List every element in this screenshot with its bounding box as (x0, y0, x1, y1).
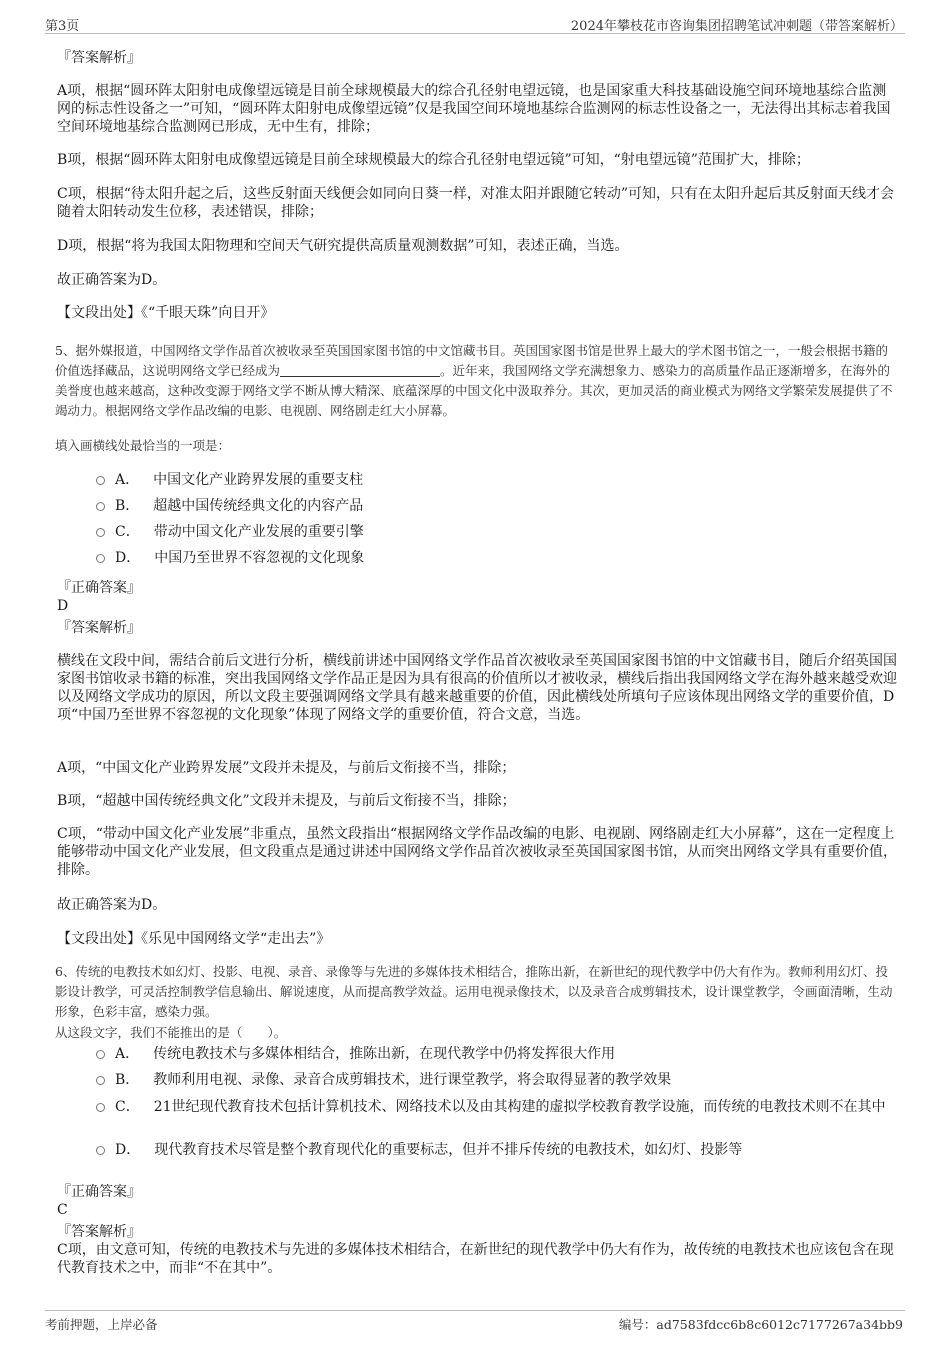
q5-analysis-heading: 『答案解析』 (57, 620, 141, 636)
q5-answer: D (57, 598, 69, 614)
option-letter: C． (115, 524, 140, 540)
q5-option-d[interactable] (96, 547, 896, 569)
q5-option-b[interactable] (96, 495, 896, 517)
q4-analysis-c: C项，根据“待太阳升起之后，这些反射面天线便会如同向日葵一样，对准太阳并跟随它转动”可知，只有在太阳升起后其反射面天线才会随着太阳转动发生位移，表述错误，排除； (57, 186, 895, 220)
option-letter: D． (115, 1142, 141, 1158)
option-text: 传统电教技术与多媒体相结合，推陈出新，在现代教学中仍将发挥很大作用 (153, 1046, 616, 1062)
q6-answer: C (57, 1202, 68, 1218)
footer-slogan: 考前押题，上岸必备 (45, 1317, 158, 1332)
q5-stem-after: 。近年来，我国网络文学充满想象力、感染力的高质量作品正逐渐增多，在海外的美誉度也越来越高，这种改变源于网络文学不断从博大精深、底蕴深厚的中国文化中汲取养分。其次，更加灵活的商业模式为网络文学繁荣发展提供了不竭动力。根据网络文学作品改编的电影、电视剧、网络剧走红大小屏幕。 (55, 363, 893, 418)
option-letter: A． (115, 472, 140, 488)
option-letter: A． (115, 1046, 140, 1062)
q5-stem-before: 5、据外媒报道，中国网络文学作品首次被收录至英国国家图书馆的中文馆藏书目。英国国家图书馆是世界上最大的学术图书馆之一，一般会根据书籍的价值选择藏品，这说明网络文学已经成为 (55, 343, 888, 378)
option-text: 21世纪现代教育技术包括计算机技术、网络技术以及由其构建的虚拟学校教育教学设施，而传统的电教技术则不在其中 (153, 1099, 886, 1115)
radio-icon[interactable] (96, 528, 105, 537)
page-header (45, 12, 905, 34)
option-text: 超越中国传统经典文化的内容产品 (153, 498, 364, 514)
option-letter: D． (115, 550, 141, 566)
page-number: 第3页 (45, 19, 80, 34)
q5-blank-line (280, 365, 440, 377)
q5-analysis-b: B项，“超越中国传统经典文化”文段并未提及，与前后文衔接不当，排除； (57, 793, 516, 809)
q6-option-a[interactable] (96, 1043, 896, 1065)
q6-option-b[interactable] (96, 1069, 896, 1091)
option-text: 现代教育技术尽管是整个教育现代化的重要标志，但并不排斥传统的电教技术，如幻灯、投影等 (154, 1142, 743, 1158)
document-title: 2024年攀枝花市咨询集团招聘笔试冲刺题（带答案解析） (570, 19, 903, 34)
q4-source: 【文段出处】《“千眼天珠”向日开》 (57, 305, 275, 321)
radio-icon[interactable] (96, 1146, 105, 1155)
q5-answer-heading: 『正确答案』 (57, 580, 141, 596)
option-text: 中国乃至世界不容忽视的文化现象 (154, 550, 365, 566)
q5-source: 【文段出处】《乐见中国网络文学“走出去”》 (57, 931, 331, 947)
q6-analysis-heading: 『答案解析』 (57, 1224, 141, 1240)
q4-analysis-b: B项，根据“圆环阵太阳射电成像望远镜是目前全球规模最大的综合孔径射电望远镜”可知，“射电望远镜”范围扩大，排除； (57, 152, 810, 168)
q4-analysis-heading: 『答案解析』 (57, 50, 141, 66)
q5-analysis-c: C项，“带动中国文化产业发展”非重点，虽然文段指出“根据网络文学作品改编的电影、电视剧、网络剧走红大小屏幕”，这在一定程度上能够带动中国文化产业发展，但文段重点是通过讲述中国网络文学作品首次被收录至英国国家图书馆，从而突出网络文学具有重要价值，排除。 (57, 826, 897, 878)
option-letter: C． (115, 1099, 140, 1115)
radio-icon[interactable] (96, 1076, 105, 1085)
q5-stem (55, 341, 900, 421)
q6-answer-heading: 『正确答案』 (57, 1184, 141, 1200)
radio-icon[interactable] (96, 554, 105, 563)
q6-option-c[interactable] (96, 1096, 896, 1118)
q5-analysis: 横线在文段中间，需结合前后文进行分析，横线前讲述中国网络文学作品首次被收录至英国国家图书馆的中文馆藏书目，随后介绍英国国家图书馆收录书籍的标准，突出我国网络文学作品正是因为具有很高的价值所以才被收录，横线后指出我国网络文学在海外越来越受欢迎以及网络文学成功的原因，所以文段主要强调网络文学具有越来越重要的价值，因此横线处所填句子应该体现出网络文学的重要价值，D项“中国乃至世界不容忽视的文化现象”体现了网络文学的重要价值，符合文意，当选。 (57, 653, 897, 723)
radio-icon[interactable] (96, 476, 105, 485)
option-letter: B． (115, 498, 140, 514)
q6-prompt: 从这段文字，我们不能推出的是（ ）。 (55, 1025, 287, 1040)
q6-option-d[interactable] (96, 1139, 896, 1161)
q4-conclusion: 故正确答案为D。 (57, 272, 167, 288)
q5-analysis-a: A项，“中国文化产业跨界发展”文段并未提及，与前后文衔接不当，排除； (57, 760, 516, 776)
q6-analysis: C项，由文意可知，传统的电教技术与先进的多媒体技术相结合，在新世纪的现代教学中仍大有作为，故传统的电教技术也应该包含在现代教育技术之中，而非“不在其中”。 (57, 1242, 894, 1276)
q5-conclusion: 故正确答案为D。 (57, 897, 167, 913)
option-text: 带动中国文化产业发展的重要引擎 (153, 524, 364, 540)
option-letter: B． (115, 1072, 140, 1088)
radio-icon[interactable] (96, 1050, 105, 1059)
q5-prompt: 填入画横线处最恰当的一项是： (55, 438, 231, 453)
option-text: 教师利用电视、录像、录音合成剪辑技术，进行课堂教学，将会取得显著的教学效果 (153, 1072, 672, 1088)
q6-stem: 6、传统的电教技术如幻灯、投影、电视、录音、录像等与先进的多媒体技术相结合，推陈出新，在新世纪的现代教学中仍大有作为。教师利用幻灯、投影设计教学，可灵活控制教学信息输出、解说速度，从而提高教学效益。运用电视录像技术，以及录音合成剪辑技术，设计课堂教学，令画面清晰，生动形象，色彩丰富，感染力强。 (55, 964, 893, 1019)
document-code: 编号：ad7583fdcc6b8c6012c7177267a34bb9 (618, 1317, 903, 1332)
q5-option-c[interactable] (96, 521, 896, 543)
radio-icon[interactable] (96, 502, 105, 511)
option-text: 中国文化产业跨界发展的重要支柱 (153, 472, 364, 488)
q4-analysis-a: A项，根据“圆环阵太阳射电成像望远镜是目前全球规模最大的综合孔径射电望远镜，也是国家重大科技基础设施空间环境地基综合监测网的标志性设备之一”可知，“圆环阵太阳射电成像望远镜”仅是我国空间环境地基综合监测网的标志性设备之一，无法得出其标志着我国空间环境地基综合监测网已形成，无中生有，排除； (57, 83, 891, 135)
q5-option-a[interactable] (96, 469, 896, 491)
q4-analysis-d: D项，根据“将为我国太阳物理和空间天气研究提供高质量观测数据”可知，表述正确，当选。 (57, 238, 629, 254)
radio-icon[interactable] (96, 1103, 105, 1112)
page-footer (45, 1310, 905, 1332)
